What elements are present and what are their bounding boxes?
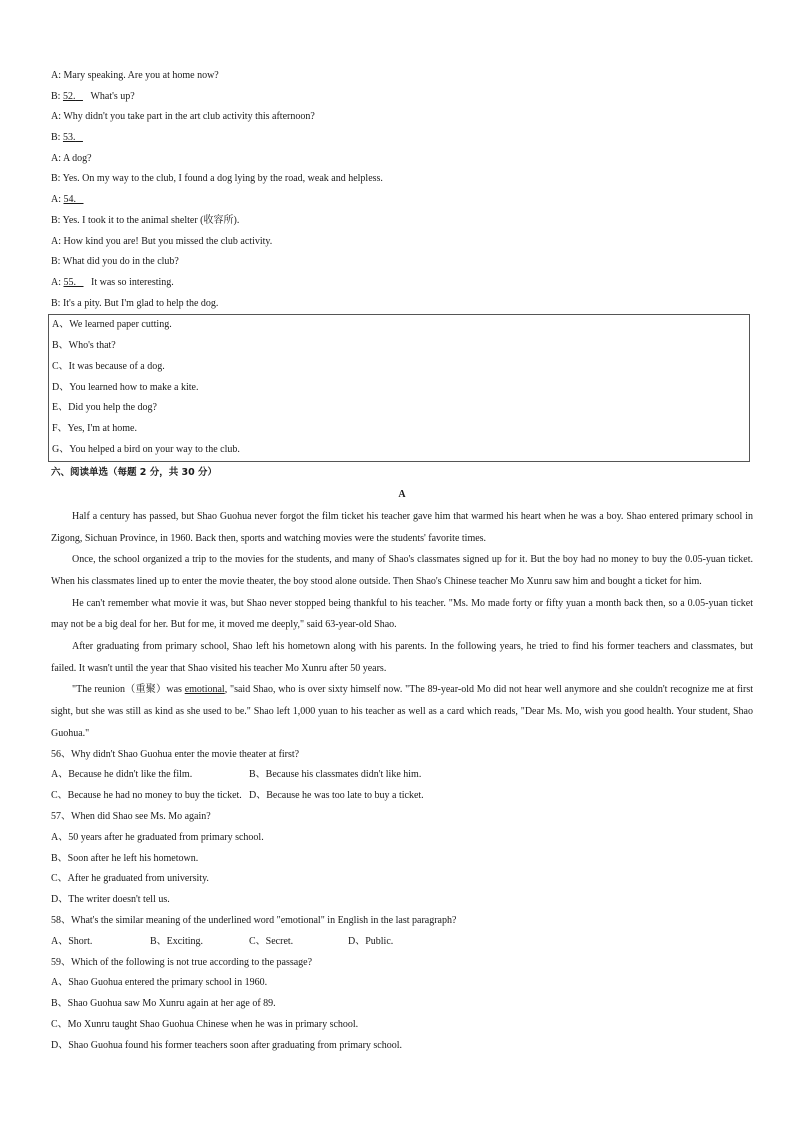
dialogue-text: Mary speaking. Are you at home now? — [63, 70, 219, 81]
option-a: A、Short. — [51, 935, 93, 947]
speaker-label: B: — [51, 132, 61, 144]
speaker-label: B: — [51, 173, 61, 185]
speaker-label: A: — [51, 111, 61, 123]
option-d: D、Because he was too late to buy a ticket. — [249, 790, 424, 802]
speaker-label: A: — [51, 70, 61, 81]
speaker-label: A: — [51, 194, 61, 206]
passage-paragraph: Half a century has passed, but Shao Guohua never forgot the film ticket his teacher gave him that warmed his heart when he was a boy. Shao entered primary school in Zigong, Sichuan Province, in 1960. Back then, sports and watching movies were the students' favorite times. — [51, 510, 753, 544]
option-b: B、Because his classmates didn't like him. — [249, 769, 422, 781]
speaker-label: B: — [51, 214, 61, 226]
choice-option-f: F、Yes, I'm at home. — [52, 423, 137, 435]
option-row — [51, 765, 753, 786]
exam-page — [51, 66, 753, 1057]
passage-title: A — [398, 488, 406, 500]
dialogue-text: What's up? — [90, 90, 135, 102]
speaker-label: A: — [51, 276, 61, 288]
option-d: D、The writer doesn't tell us. — [51, 894, 170, 906]
dialogue-line — [51, 294, 753, 315]
option-a: A、Because he didn't like the film. — [51, 769, 193, 781]
answer-blank-52: 52. — [62, 90, 76, 102]
option-c: C、After he graduated from university. — [51, 873, 209, 885]
dialogue-text: Why didn't you take part in the art club activity this afternoon? — [63, 111, 315, 123]
paragraph-text: "The reunion（重聚）was — [72, 684, 185, 696]
choice-option-a: A、We learned paper cutting. — [52, 319, 172, 331]
option-d: D、Shao Guohua found his former teachers soon after graduating from primary school. — [51, 1039, 403, 1051]
option-b: B、Soon after he left his hometown. — [51, 852, 199, 864]
dialogue-text: Yes. On my way to the club, I found a dog lying by the road, weak and helpless. — [62, 173, 383, 185]
answer-blank-54: 54. — [63, 194, 76, 206]
option-b: B、Shao Guohua saw Mo Xunru again at her age of 89. — [51, 998, 276, 1010]
choice-option-c: C、It was because of a dog. — [52, 360, 165, 372]
speaker-label: B: — [51, 90, 61, 102]
speaker-label: A: — [51, 152, 61, 164]
passage-paragraph: After graduating from primary school, Shao left his hometown along with his parents. In the following years, he tried to find his former teachers and classmates, but failed. It wasn't until the year that Shao visited his teacher Mo Xunru after 50 years. — [51, 641, 753, 674]
choice-option-d: D、You learned how to make a kite. — [52, 381, 199, 393]
option-a: A、50 years after he graduated from primary school. — [51, 831, 264, 843]
passage-paragraph-last — [51, 679, 753, 744]
dialogue-line — [51, 107, 753, 128]
choice-box — [48, 314, 750, 462]
dialogue-line — [51, 273, 753, 294]
dialogue-line — [51, 211, 753, 232]
dialogue-text: What did you do in the club? — [62, 256, 179, 268]
option-c: C、Secret. — [249, 935, 294, 947]
dialogue-line — [51, 232, 753, 253]
option-a: A、Shao Guohua entered the primary school in 1960. — [51, 977, 268, 989]
section-heading: 六、阅读单选（每题 2 分，共 30 分） — [51, 466, 218, 478]
option-c: C、Because he had no money to buy the ticket. — [51, 790, 242, 802]
option-row — [51, 786, 753, 807]
speaker-label: B: — [51, 297, 61, 309]
question-stem: 59、Which of the following is not true according to the passage? — [51, 956, 313, 968]
choice-option-b: B、Who's that? — [52, 340, 116, 352]
dialogue-line — [51, 128, 753, 149]
option-b: B、Exciting. — [150, 935, 204, 947]
paragraph-text: , "said Shao, who is over sixty himself now. "The 89-year-old Mo did not hear well anymore and she couldn't recognize me at first sight, but she was still as kind as she used to be." Shao left 1,000 yuan to his teacher as well as a card which reads, "Dear Ms. Mo, wish you good health. Your student, Shao Guohua." — [51, 684, 753, 739]
option-row — [51, 932, 753, 953]
dialogue — [51, 66, 753, 314]
question-stem: 58、What's the similar meaning of the underlined word "emotional" in English in the last paragraph? — [51, 914, 457, 926]
answer-blank-53: 53. — [62, 132, 76, 144]
option-c: C、Mo Xunru taught Shao Guohua Chinese when he was in primary school. — [51, 1018, 359, 1030]
dialogue-text: A dog? — [62, 152, 92, 164]
dialogue-line — [51, 66, 753, 87]
speaker-label: B: — [51, 256, 61, 268]
underlined-word: emotional — [184, 684, 225, 696]
dialogue-line — [51, 87, 753, 108]
option-d: D、Public. — [348, 935, 394, 947]
dialogue-line — [51, 169, 753, 190]
dialogue-line — [51, 252, 753, 273]
choice-option-e: E、Did you help the dog? — [52, 402, 157, 414]
dialogue-line — [51, 190, 753, 211]
speaker-label: A: — [51, 235, 61, 247]
dialogue-text: Yes. I took it to the animal shelter (收容所). — [62, 214, 240, 226]
dialogue-text: It was so interesting. — [91, 276, 174, 288]
passage-paragraph: Once, the school organized a trip to the movies for the students, and many of Shao's classmates signed up for it. But the boy had no money to buy the 0.05-yuan ticket. When his classmates lined up to enter the movie theater, the boy stood alone outside. Then Shao's Chinese teacher Mo Xunru saw him and bought a ticket for him. — [51, 554, 753, 587]
dialogue-text: It's a pity. But I'm glad to help the dog. — [62, 297, 219, 309]
question-stem: 56、Why didn't Shao Guohua enter the movie theater at first? — [51, 748, 300, 760]
passage-paragraph: He can't remember what movie it was, but Shao never stopped being thankful to his teacher. "Ms. Mo made forty or fifty yuan a month back then, so a 0.05-yuan ticket may not be a big deal for her. But for me, it moved me deeply," said 63-year-old Shao. — [51, 597, 753, 631]
question-stem: 57、When did Shao see Ms. Mo again? — [51, 810, 211, 822]
answer-blank-55: 55. — [63, 276, 76, 288]
choice-option-g: G、You helped a bird on your way to the club. — [52, 444, 240, 456]
dialogue-text: How kind you are! But you missed the club activity. — [63, 235, 273, 247]
dialogue-line — [51, 149, 753, 170]
